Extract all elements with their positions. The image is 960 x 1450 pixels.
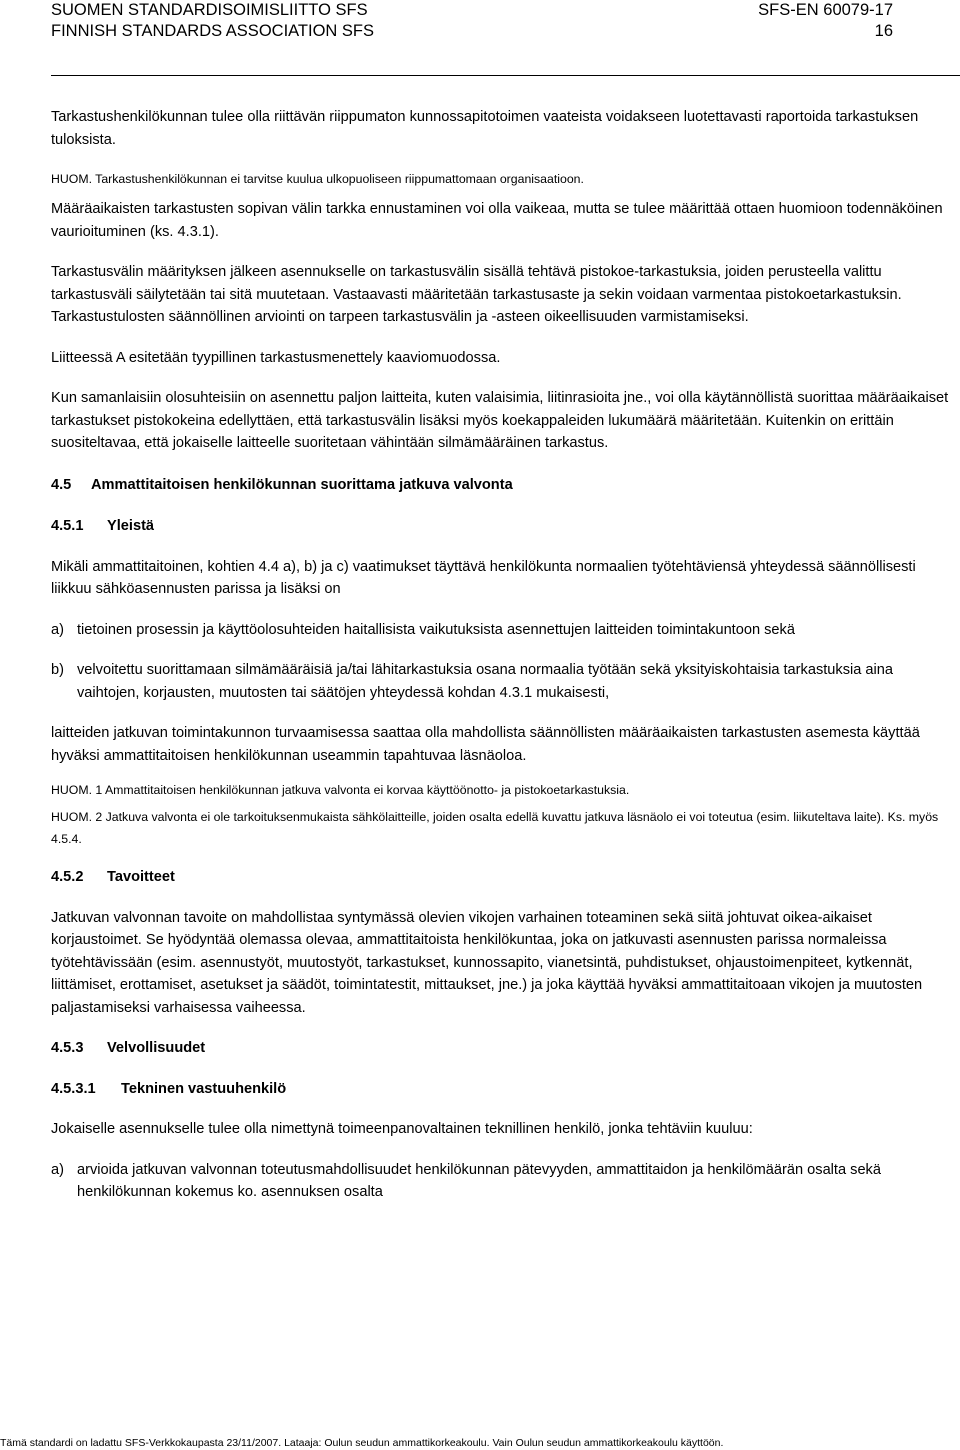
- header-divider: [51, 75, 960, 76]
- list-item-text: velvoitettu suorittamaan silmämääräisiä ja/tai lähitarkastuksia osana normaalia työtään sekä yksityiskohtaisia tarkastuksia aina vaihtojen, korjausten, muutosten tai säätöjen yhteydessä kohdan 4.3.1 mukaisesti,: [77, 662, 894, 701]
- header-right: [758, 0, 893, 42]
- page-header: [51, 0, 893, 42]
- heading-number: 4.5: [51, 476, 72, 493]
- list-marker: b): [51, 662, 64, 678]
- heading-number: 4.5.2: [51, 869, 84, 885]
- paragraph-continuous-conditions: Mikäli ammattitaitoinen, kohtien 4.4 a), b) ja c) vaatimukset täyttävä henkilökunta normaalien työtehtäviensä yhteydessä säännöllisesti liikkuu sähköasennusten parissa ja lisäksi on: [51, 558, 916, 597]
- list-item: [51, 619, 955, 642]
- paragraph-spot-checks: Tarkastusvälin määrityksen jälkeen asennukselle on tarkastusvälin sisällä tehtävä pistokoe-tarkastuksia, joiden perusteella valittu tarkastusväli säilytetään tai sitä muutetaan. Vastaavasti määritetään tarkastusaste ja sekin voidaan varmentaa pistokoetarkastuksin. Tarkastustulosten säännöllinen arviointi on tarpeen tarkastusvälin ja -asteen oikeellisuuden varmistamiseksi.: [51, 264, 902, 325]
- note-2: HUOM. 2 Jatkuva valvonta ei ole tarkoituksenmukaista sähkölaitteille, joiden osalta edellä kuvattu jatkuva läsnäolo ei voi toteutua (esim. liikuteltava laite). Ks. myös 4.5.4.: [51, 810, 939, 846]
- heading-title: Ammattitaitoisen henkilökunnan suorittama jatkuva valvonta: [91, 476, 513, 493]
- heading-title: Tavoitteet: [107, 869, 175, 885]
- heading-4-5-2: [51, 866, 955, 889]
- heading-title: Velvollisuudet: [107, 1040, 206, 1056]
- list-item: [51, 659, 955, 704]
- list-marker: a): [51, 1161, 64, 1178]
- heading-4-5-1: [51, 515, 955, 538]
- paragraph-interval-prediction: Määräaikaisten tarkastusten sopivan välin tarkka ennustaminen voi olla vaikeaa, mutta se tulee määrittää ottaen huomioon todennäköinen vaurioituminen (ks. 4.3.1).: [51, 201, 943, 240]
- paragraph-sampling: Kun samanlaisiin olosuhteisiin on asennettu paljon laitteita, kuten valaisimia, liitinrasioita jne., voi olla käytännöllistä suorittaa määräaikaiset tarkastukset pistokokeina edellyttäen, että tarkastusvälin lisäksi myös koekappaleiden lukumäärä määritetään. Kuitenkin on erittäin suositeltavaa, että jokaiselle laitteelle suoritetaan vähintään silmämääräinen tarkastus.: [51, 390, 949, 451]
- note-staff-organisation: HUOM. Tarkastushenkilökunnan ei tarvitse kuulua ulkopuoliseen riippumattomaan organisaatioon.: [51, 172, 584, 186]
- header-standard-id: SFS-EN 60079-17: [758, 1, 893, 19]
- list-item-text: tietoinen prosessin ja käyttöolosuhteiden haitallisista vaikutuksista asennettujen laitteiden toimintakuntoon sekä: [77, 621, 795, 638]
- document-body: [51, 106, 955, 1204]
- note-1: HUOM. 1 Ammattitaitoisen henkilökunnan jatkuva valvonta ei korvaa käyttöönotto- ja pistokoetarkastuksia.: [51, 783, 630, 797]
- paragraph-objectives: Jatkuvan valvonnan tavoite on mahdollistaa syntymässä olevien vikojen varhainen toteaminen sekä siitä johtuvat oikea-aikaiset korjaustoimet. Se hyödyntää olemassa olevaa, ammattitaitoista henkilökuntaa, joka on jatkuvasti asennusten parissa normaleissa työtehtävissään (esim. asennustyöt, muutostyöt, tarkastukset, kunnossapito, vianetsintä, puhdistukset, ohjaustoimenpiteet, kytkennät, liittämiset, erottamiset, asetukset ja säädöt, toimintatestit, mittaukset, jne.) ja joka käyttää hyväksi ammattitaitoaan vikojen ja muutosten paljastamiseksi varhaisessa vaiheessa.: [51, 909, 923, 1016]
- paragraph-technical-person: Jokaiselle asennukselle tulee olla nimettynä toimeenpanovaltainen teknillinen henkilö, jonka tehtäviin kuuluu:: [51, 1121, 753, 1137]
- heading-4-5-3: [51, 1037, 955, 1060]
- list-item-text: arvioida jatkuvan valvonnan toteutusmahdollisuudet henkilökunnan pätevyyden, ammattitaidon ja henkilömäärän osalta sekä henkilökunnan kokemus ko. asennuksen osalta: [77, 1161, 881, 1200]
- paragraph-staff-independence: Tarkastushenkilökunnan tulee olla riittävän riippumaton kunnossapitotoimen vaateista voidakseen luotettavasti raportoida tarkastuksen tuloksista.: [51, 109, 919, 148]
- list-item: [51, 1159, 955, 1204]
- heading-title: Yleistä: [107, 518, 155, 534]
- header-org-en: FINNISH STANDARDS ASSOCIATION SFS: [51, 22, 375, 40]
- heading-number: 4.5.3: [51, 1040, 84, 1056]
- list-marker: a): [51, 621, 64, 638]
- heading-4-5-3-1: [51, 1078, 955, 1101]
- heading-number: 4.5.3.1: [51, 1080, 96, 1097]
- header-org-fi: SUOMEN STANDARDISOIMISLIITTO SFS: [51, 1, 368, 19]
- header-left: [51, 0, 374, 42]
- paragraph-annex-a: Liitteessä A esitetään tyypillinen tarkastusmenettely kaaviomuodossa.: [51, 349, 501, 366]
- paragraph-continuous-benefit: laitteiden jatkuvan toimintakunnon turvaamisessa saattaa olla mahdollista säännöllisten määräaikaisten tarkastusten asemesta käyttää hyväksi ammattitaitoisen henkilökunnan useammin tapahtuvaa läsnäoloa.: [51, 725, 920, 764]
- heading-number: 4.5.1: [51, 518, 84, 534]
- heading-title: Tekninen vastuuhenkilö: [121, 1080, 287, 1097]
- header-page-number: 16: [874, 22, 893, 40]
- heading-4-5: [51, 474, 955, 497]
- download-footer: Tämä standardi on ladattu SFS-Verkkokaupasta 23/11/2007. Lataaja: Oulun seudun ammattikorkeakoulu. Vain Oulun seudun ammattikorkeakoulu käyttöön.: [0, 1437, 724, 1449]
